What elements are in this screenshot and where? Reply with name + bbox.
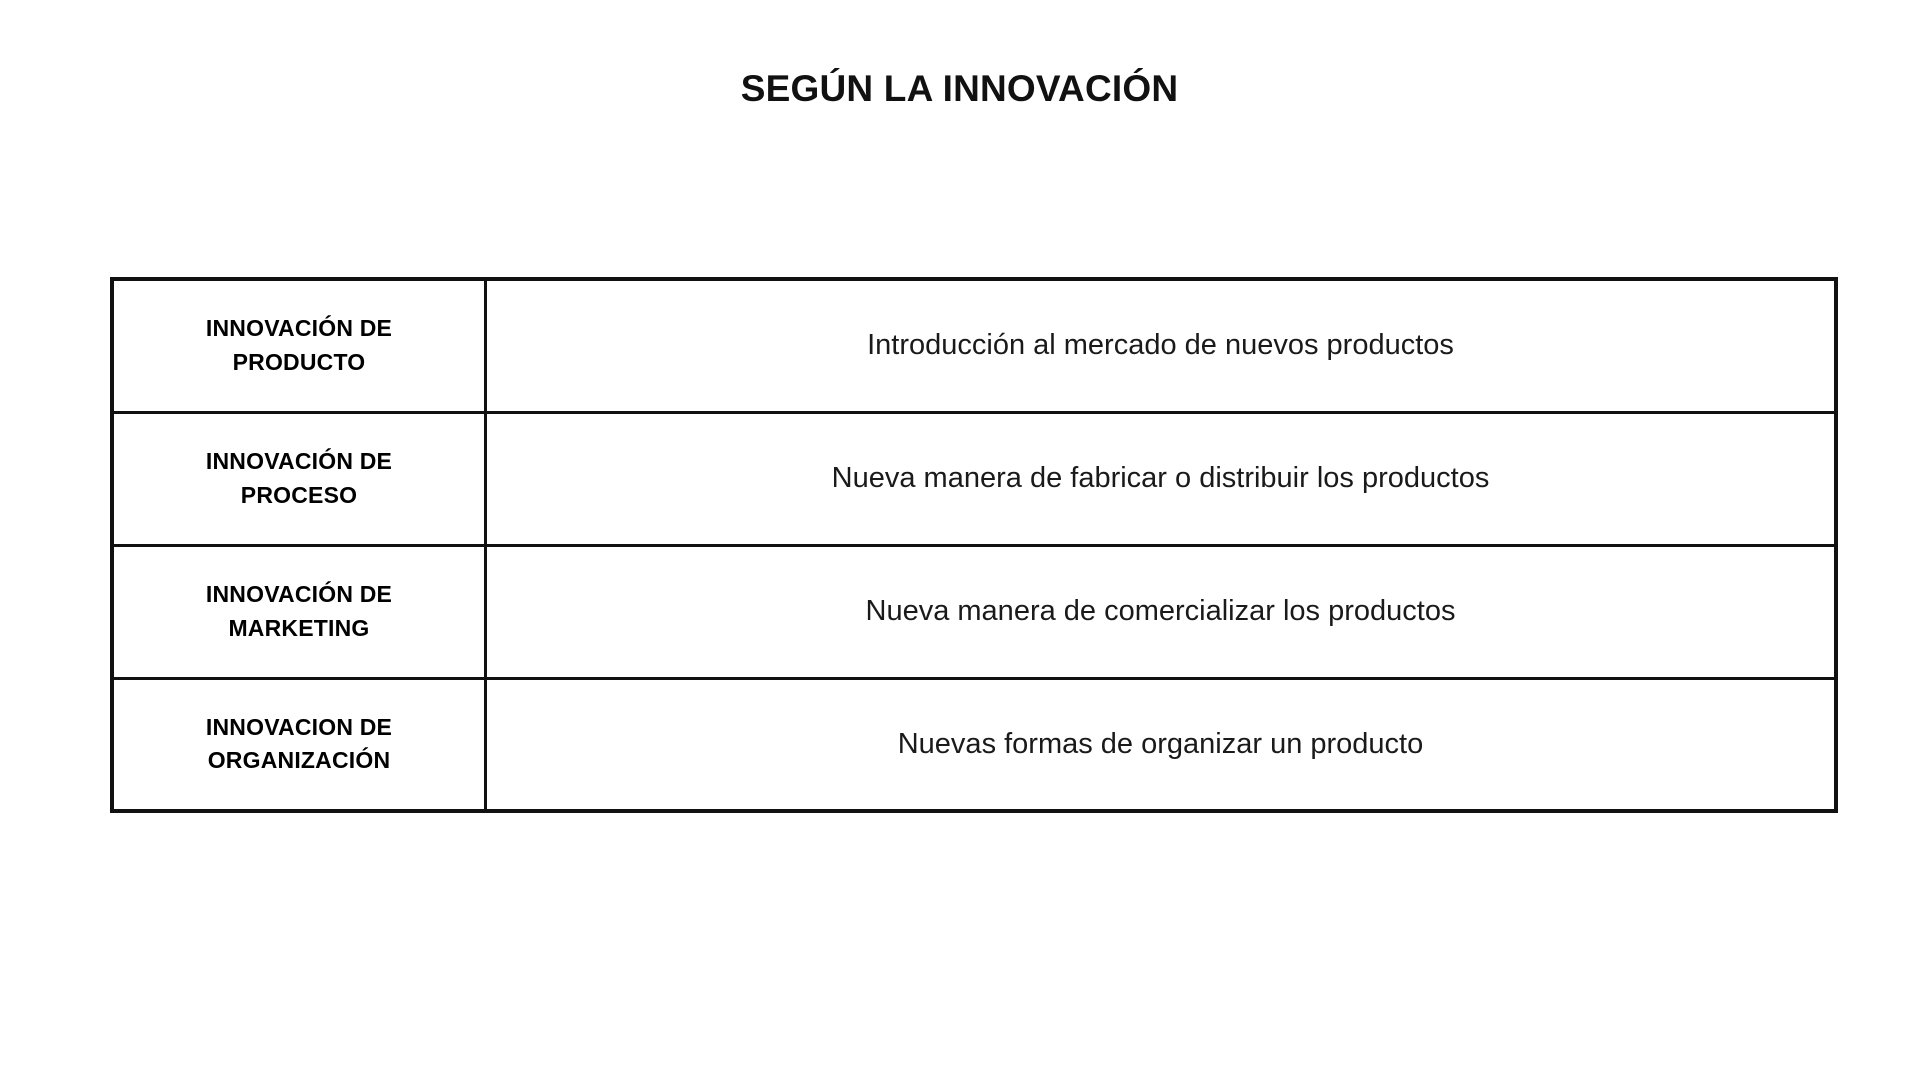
category-line-2: MARKETING [228,614,370,641]
table-row [112,412,1836,545]
table-cell-description: Nueva manera de fabricar o distribuir los productos [486,412,1837,545]
table-cell-category [112,279,486,412]
page-title: SEGÚN LA INNOVACIÓN [740,68,1179,109]
table-cell-category [112,678,486,811]
category-line-1: INNOVACIÓN DE [205,581,393,608]
category-line-2: ORGANIZACIÓN [207,747,391,774]
category-line-1: INNOVACION DE [205,713,393,740]
table-cell-description: Introducción al mercado de nuevos productos [486,279,1837,412]
category-line-2: PROCESO [240,481,358,508]
category-line-2: PRODUCTO [232,348,366,375]
category-line-1: INNOVACIÓN DE [205,448,393,475]
innovation-table [110,277,1838,813]
table-cell-category [112,545,486,678]
table-cell-category [112,412,486,545]
innovation-table-container [110,277,1838,813]
category-line-1: INNOVACIÓN DE [205,315,393,342]
table-row [112,279,1836,412]
table-row [112,545,1836,678]
table-cell-description: Nueva manera de comercializar los productos [486,545,1837,678]
table-cell-description: Nuevas formas de organizar un producto [486,678,1837,811]
table-row [112,678,1836,811]
